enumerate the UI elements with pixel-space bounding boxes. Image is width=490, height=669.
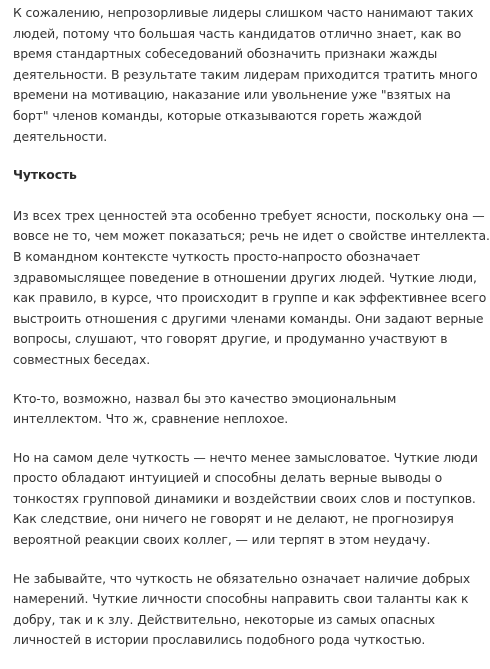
text-line: Не забывайте, что чуткость не обязательно означает наличие добрых: [13, 570, 471, 586]
text-line: К сожалению, непрозорливые лидеры слишком часто нанимают таких: [13, 5, 474, 20]
text-line: здравомыслящее поведение в отношении других людей. Чуткие люди,: [13, 269, 477, 285]
text-line: выстроить отношения с другими членами команды. Они задают верные: [13, 310, 484, 326]
text-line: борт" членов команды, которые отказываются гореть жаждой: [13, 107, 422, 123]
text-line: времени на мотивацию, наказание или увольнение уже "взятых на: [13, 87, 451, 103]
paragraph-intentions: [13, 569, 471, 651]
text-line: деятельности.: [13, 128, 108, 144]
text-line: вероятной реакции своих коллег, — или терпят в этом неудачу.: [13, 532, 431, 548]
text-line: личностей в истории прославились подобного рода чуткостью.: [13, 632, 426, 648]
text-line: как правило, в курсе, что происходит в группе и как эффективнее всего: [13, 290, 487, 306]
text-line: Кто-то, возможно, назвал бы это качество эмоциональным: [13, 390, 397, 406]
text-line: намерений. Чуткие личности способны направить свои таланты как к: [13, 591, 469, 607]
section-heading: Чуткость: [13, 167, 77, 183]
text-line: просто обладают интуицией и способны делать верные выводы о: [13, 470, 443, 486]
text-line: добру, так и к злу. Действительно, некоторые из самых опасных: [13, 611, 435, 627]
text-line: вопросы, слушают, что говорят другие, и продуманно участвуют в: [13, 331, 448, 347]
text-line: Из всех трех ценностей эта особенно требует ясности, поскольку она —: [13, 207, 485, 223]
text-line: людей, потому что большая часть кандидатов отлично знает, как во: [13, 25, 462, 41]
paragraph-intuition: [13, 448, 478, 551]
article-body: [13, 3, 490, 669]
text-line: В командном контексте чуткость просто-напросто обозначает: [13, 248, 420, 264]
text-line: Как следствие, они ничего не говорят и не делают, не прогнозируя: [13, 511, 454, 527]
text-line: тонкостях групповой динамики и воздействии своих слов и поступков.: [13, 490, 476, 506]
text-line: деятельности. В результате таким лидерам приходится тратить много: [13, 66, 478, 82]
text-line: интеллектом. Что ж, сравнение неплохое.: [13, 411, 289, 427]
text-line: Но на самом деле чуткость — нечто менее замысловатое. Чуткие люди: [13, 449, 478, 465]
text-line: время стандартных собеседований обозначить признаки жажды: [13, 46, 438, 62]
paragraph-emotional-intelligence: [13, 389, 423, 430]
text-line: вовсе не то, чем может показаться; речь не идет о свойстве интеллекта.: [13, 228, 490, 244]
text-line: совместных беседах.: [13, 351, 151, 367]
paragraph-hiring-leaders: [13, 3, 478, 147]
paragraph-sensitivity-definition: [13, 206, 490, 371]
